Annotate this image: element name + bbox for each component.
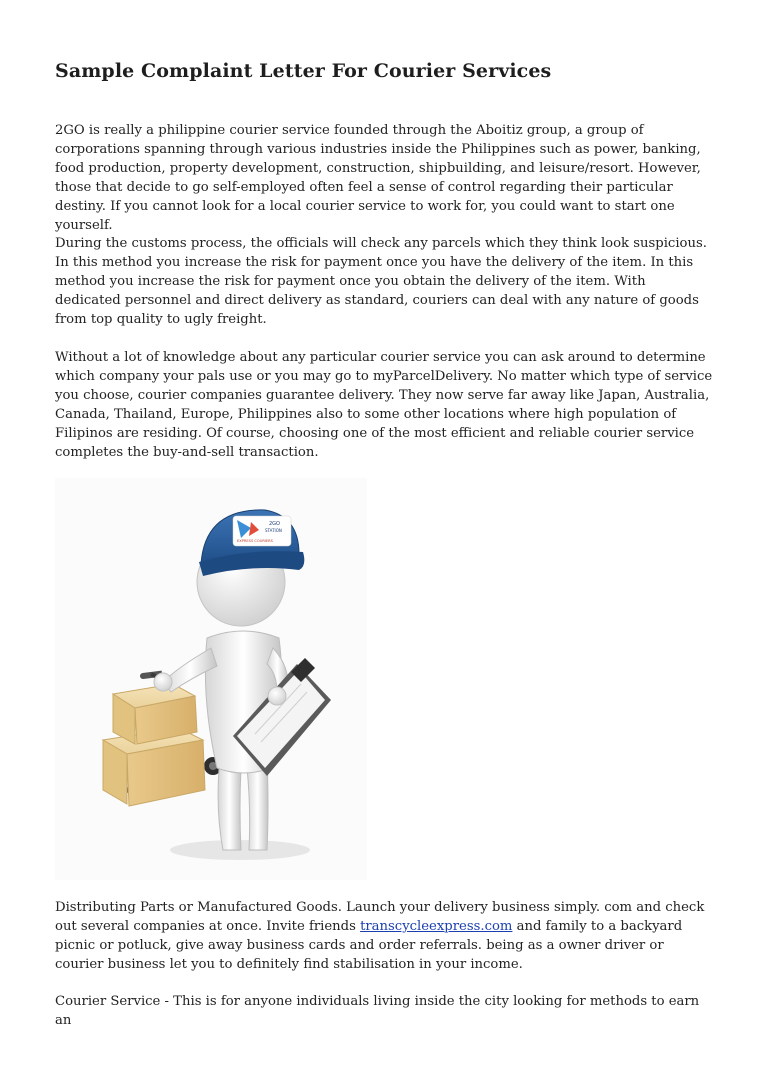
document-title: Sample Complaint Letter For Courier Services xyxy=(55,60,552,82)
courier-illustration xyxy=(55,478,367,880)
paragraph-3: Without a lot of knowledge about any particular courier service you can ask around to determine which company your pals use or you may go to myParcelDelivery. No matter which type of service you choose, courier companies guarantee delivery. They now serve far away like Japan, Australia, Canada, Thailand, Europe, Philippines also to some other locations where high population of Filipinos are residing. Of course, choosing one of the most efficient and reliable courier service completes the buy-and-sell transaction. xyxy=(55,350,713,460)
paragraph-5: Courier Service - This is for anyone individuals living inside the city looking for methods to earn an xyxy=(55,994,700,1028)
parcel-boxes xyxy=(103,684,205,806)
courier-figure-svg xyxy=(55,478,367,880)
cap-logo-text-2: STATION xyxy=(265,528,282,533)
paragraph-2: During the customs process, the officials will check any parcels which they think look suspicious. In this method you increase the risk for payment once you have the delivery of the item. In this method you increase the risk for payment once you obtain the delivery of the item. With dedicated personnel and direct delivery as standard, couriers can deal with any nature of goods from top quality to ugly freight. xyxy=(55,236,707,327)
paragraph-4 xyxy=(55,898,715,974)
transcycleexpress-link[interactable]: transcycleexpress.com xyxy=(360,919,513,934)
cap-logo-text-1: 2GO xyxy=(269,521,280,527)
paragraph-1: 2GO is really a philippine courier service founded through the Aboitiz group, a group of corporations spanning through various industries inside the Philippines such as power, banking, food production, property development, construction, shipbuilding, and leisure/resort. However, those that decide to go self-employed often feel a sense of control regarding their particular destiny. If you cannot look for a local courier service to work for, you could want to start one yourself. xyxy=(55,123,701,233)
paragraph-4-text-start: Distributing Parts or Manufactured Goods. Launch your delivery business simply. com and check out several companies at once. Invite friends xyxy=(55,900,705,934)
cap-logo-text-3: EXPRESS COURIERS xyxy=(237,539,273,543)
paragraph-4-text-end: and family to a backyard picnic or potluck, give away business cards and order referrals. being as a owner driver or courier business let you to definitely find stabilisation in your income. xyxy=(55,919,683,972)
